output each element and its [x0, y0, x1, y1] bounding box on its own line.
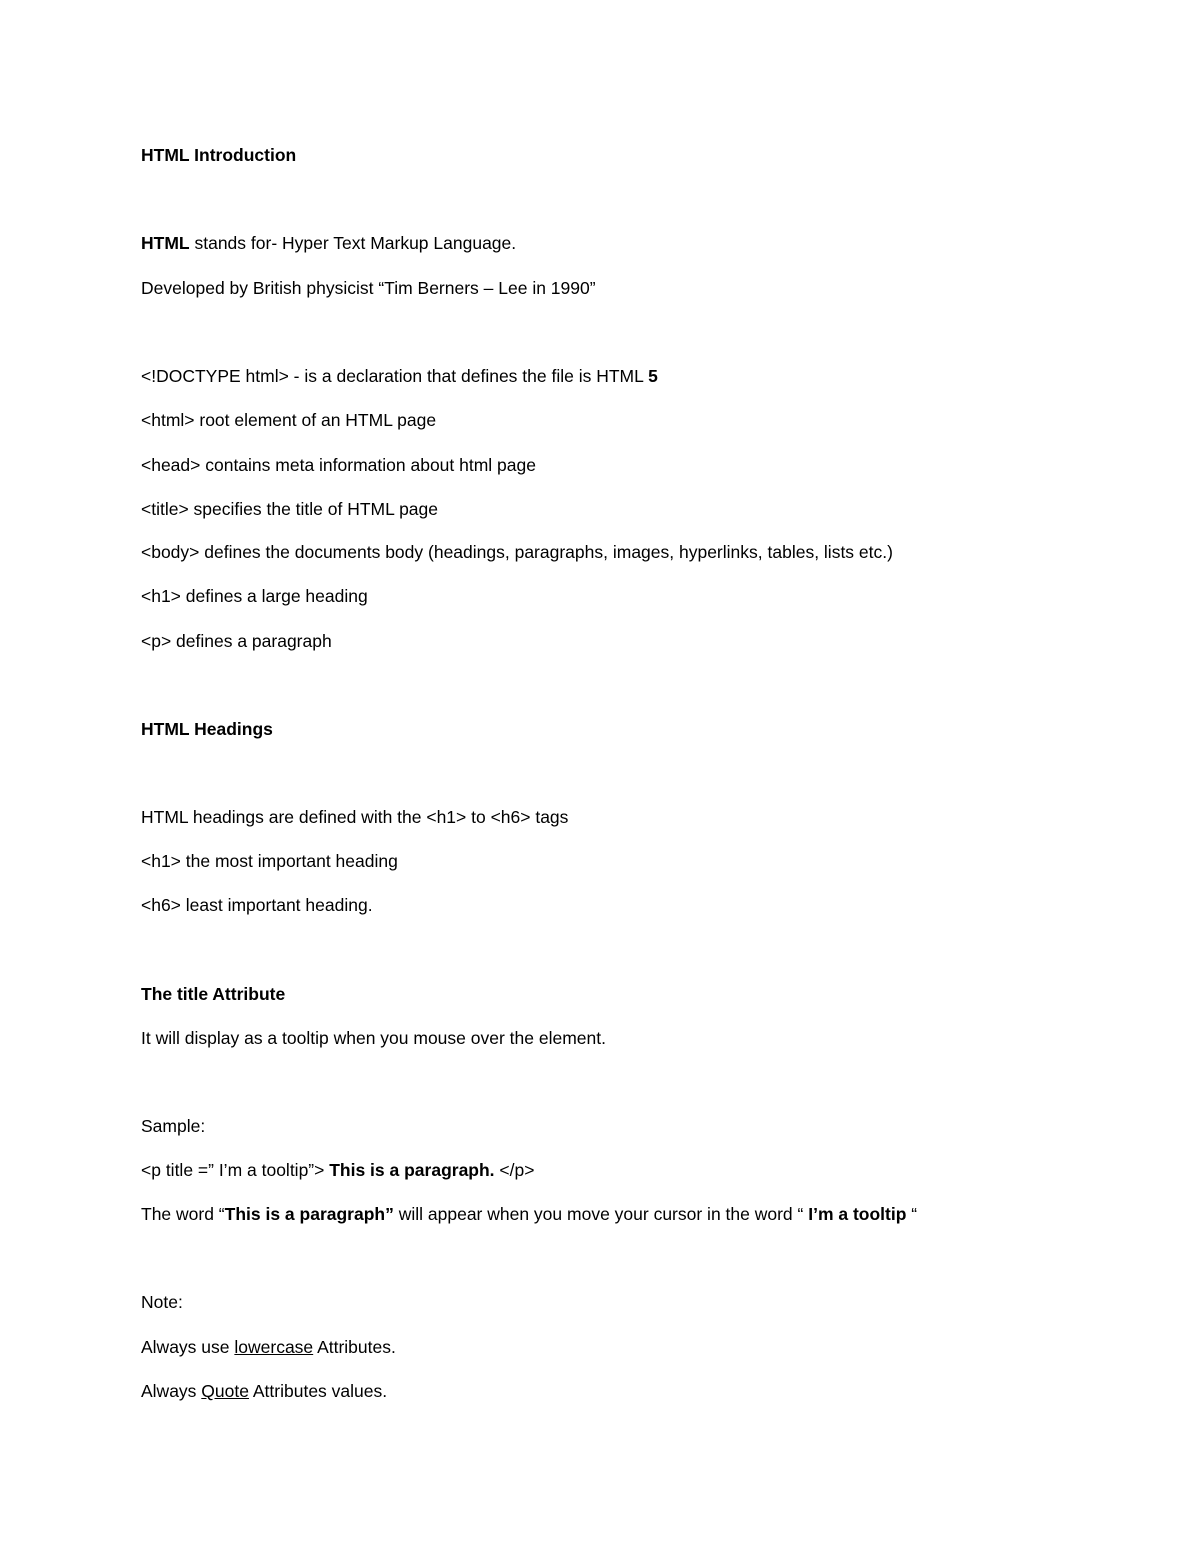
note-label: Note:: [141, 1292, 183, 1312]
headings-item: HTML headings are defined with the <h1> to <h6> tags: [141, 807, 569, 827]
developed-line: Developed by British physicist “Tim Berners – Lee in 1990”: [141, 278, 596, 298]
doctype-text: <!DOCTYPE html> - is a declaration that defines the file is HTML: [141, 366, 649, 386]
doctype-version: 5: [648, 366, 658, 386]
tag-item-body: <body> defines the documents body (headings, paragraphs, images, hyperlinks, tables, lists etc.): [141, 542, 893, 562]
tag-item-p: <p> defines a paragraph: [141, 631, 332, 651]
note-text: Attributes.: [313, 1337, 396, 1357]
note-text: Always: [141, 1381, 202, 1401]
tag-item-head: <head> contains meta information about html page: [141, 455, 536, 475]
explain-bold: This is a paragraph”: [224, 1204, 394, 1224]
explanation-line: [141, 1203, 917, 1225]
note-text: Attributes values.: [248, 1381, 388, 1401]
headings-item: <h6> least important heading.: [141, 895, 373, 915]
sample-code-bold: This is a paragraph.: [329, 1160, 495, 1180]
tag-item-title: <title> specifies the title of HTML page: [141, 499, 439, 519]
intro-heading: HTML Introduction: [141, 145, 297, 165]
doctype-line: [141, 365, 658, 387]
title-attribute-heading: The title Attribute: [141, 984, 286, 1004]
note-underlined: Quote: [201, 1381, 249, 1401]
headings-item: <h1> the most important heading: [141, 851, 398, 871]
note-quote-line: [141, 1380, 387, 1402]
tag-item-html: <html> root element of an HTML page: [141, 410, 437, 430]
note-text: Always use: [141, 1337, 235, 1357]
stands-for-line: [141, 232, 516, 254]
explain-text: will appear when you move your cursor in the word “: [393, 1204, 809, 1224]
tag-item-h1: <h1> defines a large heading: [141, 586, 368, 606]
explain-text: “: [906, 1204, 918, 1224]
sample-code-line: [141, 1159, 534, 1181]
note-lowercase-line: [141, 1336, 396, 1358]
headings-heading: HTML Headings: [141, 719, 273, 739]
sample-label: Sample:: [141, 1116, 206, 1136]
explain-bold: I’m a tooltip: [808, 1204, 907, 1224]
explain-text: The word “: [141, 1204, 225, 1224]
note-underlined: lowercase: [234, 1337, 314, 1357]
sample-code-close: </p>: [494, 1160, 535, 1180]
title-attribute-description: It will display as a tooltip when you mouse over the element.: [141, 1028, 606, 1048]
sample-code-open: <p title =” I’m a tooltip”>: [141, 1160, 330, 1180]
stands-for-term: HTML: [141, 233, 190, 253]
stands-for-text: stands for- Hyper Text Markup Language.: [189, 233, 517, 253]
